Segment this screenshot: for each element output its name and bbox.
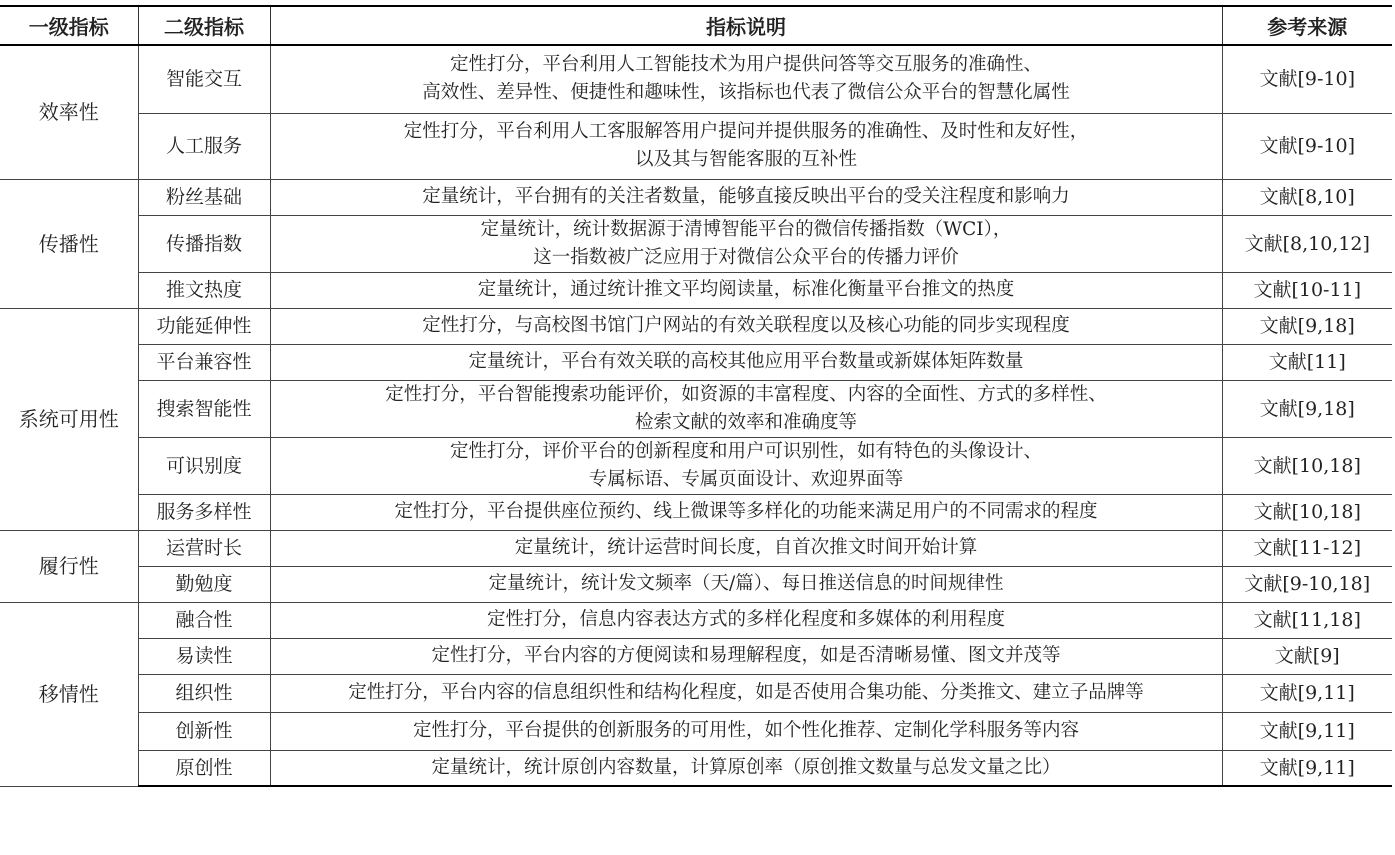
description-line: 定性打分，平台利用人工客服解答用户提问并提供服务的准确性、及时性和友好性， (403, 121, 1089, 142)
table-row (0, 437, 1392, 494)
reference-source: 文献[11] (1222, 344, 1392, 380)
level2-indicator: 推文热度 (138, 272, 270, 308)
table-row (0, 712, 1392, 750)
level1-indicator: 移情性 (0, 602, 138, 786)
indicator-description (270, 437, 1222, 494)
reference-source: 文献[9-10,18] (1222, 566, 1392, 602)
description-line: 定量统计，统计原创内容数量，计算原创率（原创推文数量与总发文量之比） (431, 756, 1061, 778)
level2-indicator: 易读性 (138, 638, 270, 674)
header-level1: 一级指标 (0, 6, 138, 45)
header-level2: 二级指标 (138, 6, 270, 45)
header-description: 指标说明 (270, 6, 1222, 45)
table-row (0, 494, 1392, 530)
description-line: 定量统计，统计发文频率（天/篇）、每日推送信息的时间规律性 (488, 573, 1004, 594)
level2-indicator: 创新性 (138, 712, 270, 750)
indicator-table (0, 5, 1392, 787)
level2-indicator: 运营时长 (138, 530, 270, 566)
indicator-description (270, 750, 1222, 786)
level1-indicator: 效率性 (0, 45, 138, 179)
level1-indicator: 系统可用性 (0, 308, 138, 530)
level2-indicator: 智能交互 (138, 45, 270, 113)
reference-source: 文献[9] (1222, 638, 1392, 674)
table-row (0, 566, 1392, 602)
description-line: 定量统计，通过统计推文平均阅读量，标准化衡量平台推文的热度 (477, 279, 1015, 300)
level2-indicator: 原创性 (138, 750, 270, 786)
description-line: 定性打分，评价平台的创新程度和用户可识别性，如有特色的头像设计、 (449, 440, 1042, 462)
description-line: 这一指数被广泛应用于对微信公众平台的传播力评价 (533, 246, 959, 268)
table-row (0, 45, 1392, 113)
table-row (0, 380, 1392, 437)
indicator-description (270, 638, 1222, 674)
reference-source: 文献[10,18] (1222, 437, 1392, 494)
description-line: 专属标语、专属页面设计、欢迎界面等 (588, 468, 904, 490)
reference-source: 文献[9-10] (1222, 45, 1392, 113)
table-row (0, 215, 1392, 272)
level2-indicator: 服务多样性 (138, 494, 270, 530)
indicator-description (270, 215, 1222, 272)
level2-indicator: 勤勉度 (138, 566, 270, 602)
level2-indicator: 人工服务 (138, 113, 270, 179)
description-line: 定性打分，平台提供座位预约、线上微课等多样化的功能来满足用户的不同需求的程度 (394, 501, 1098, 522)
description-line: 定性打分，平台内容的信息组织性和结构化程度，如是否使用合集功能、分类推文、建立子品牌等 (348, 682, 1144, 703)
level2-indicator: 平台兼容性 (138, 344, 270, 380)
description-line: 定量统计，统计运营时间长度，自首次推文时间开始计算 (514, 537, 978, 558)
reference-source: 文献[9,11] (1222, 712, 1392, 750)
reference-source: 文献[11-12] (1222, 530, 1392, 566)
indicator-description (270, 272, 1222, 308)
indicator-description (270, 179, 1222, 215)
table-row (0, 113, 1392, 179)
indicator-description (270, 566, 1222, 602)
table-row (0, 344, 1392, 380)
indicator-description (270, 602, 1222, 638)
indicator-description (270, 113, 1222, 179)
indicator-description (270, 344, 1222, 380)
reference-source: 文献[9-10] (1222, 113, 1392, 179)
table-row (0, 530, 1392, 566)
table-row (0, 750, 1392, 786)
table-row (0, 674, 1392, 712)
indicator-description (270, 530, 1222, 566)
description-line: 定量统计，平台拥有的关注者数量，能够直接反映出平台的受关注程度和影响力 (422, 186, 1070, 207)
description-line: 定性打分，平台利用人工智能技术为用户提供问答等交互服务的准确性、 (449, 54, 1042, 76)
reference-source: 文献[9,11] (1222, 674, 1392, 712)
description-line: 高效性、差异性、便捷性和趣味性，该指标也代表了微信公众平台的智慧化属性 (422, 82, 1070, 104)
description-line: 定性打分，平台智能搜索功能评价，如资源的丰富程度、内容的全面性、方式的多样性、 (385, 383, 1107, 405)
reference-source: 文献[10,18] (1222, 494, 1392, 530)
description-line: 定量统计，平台有效关联的高校其他应用平台数量或新媒体矩阵数量 (468, 351, 1024, 372)
table-row (0, 602, 1392, 638)
level2-indicator: 传播指数 (138, 215, 270, 272)
description-line: 以及其与智能客服的互补性 (634, 149, 857, 170)
level2-indicator: 组织性 (138, 674, 270, 712)
reference-source: 文献[9,11] (1222, 750, 1392, 786)
description-line: 定性打分，平台内容的方便阅读和易理解程度，如是否清晰易懂、图文并茂等 (431, 645, 1061, 666)
description-line: 定性打分，平台提供的创新服务的可用性，如个性化推荐、定制化学科服务等内容 (412, 720, 1079, 741)
table-body (0, 45, 1392, 786)
indicator-description (270, 45, 1222, 113)
description-line: 定性打分，信息内容表达方式的多样化程度和多媒体的利用程度 (486, 609, 1005, 630)
table-row (0, 179, 1392, 215)
indicator-description (270, 380, 1222, 437)
header-source: 参考来源 (1222, 6, 1392, 45)
indicator-description (270, 712, 1222, 750)
reference-source: 文献[8,10] (1222, 179, 1392, 215)
indicator-description (270, 494, 1222, 530)
reference-source: 文献[11,18] (1222, 602, 1392, 638)
table-row (0, 272, 1392, 308)
level2-indicator: 搜索智能性 (138, 380, 270, 437)
reference-source: 文献[9,18] (1222, 308, 1392, 344)
table-row (0, 638, 1392, 674)
indicator-description (270, 308, 1222, 344)
level2-indicator: 粉丝基础 (138, 179, 270, 215)
header-row (0, 6, 1392, 45)
description-line: 定性打分，与高校图书馆门户网站的有效关联程度以及核心功能的同步实现程度 (422, 315, 1070, 336)
description-line: 检索文献的效率和准确度等 (634, 411, 857, 433)
reference-source: 文献[10-11] (1222, 272, 1392, 308)
level2-indicator: 可识别度 (138, 437, 270, 494)
reference-source: 文献[8,10,12] (1222, 215, 1392, 272)
level2-indicator: 功能延伸性 (138, 308, 270, 344)
indicator-description (270, 674, 1222, 712)
description-line: 定量统计，统计数据源于清博智能平台的微信传播指数（WCI）， (480, 218, 1012, 240)
level2-indicator: 融合性 (138, 602, 270, 638)
level1-indicator: 履行性 (0, 530, 138, 602)
table-row (0, 308, 1392, 344)
level1-indicator: 传播性 (0, 179, 138, 308)
reference-source: 文献[9,18] (1222, 380, 1392, 437)
